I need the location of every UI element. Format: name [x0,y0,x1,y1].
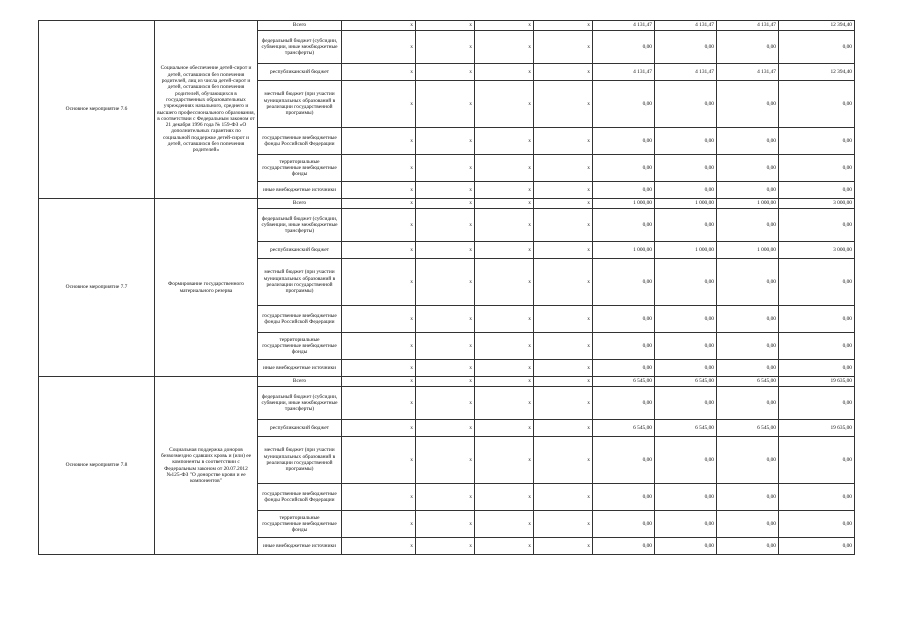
year-value-cell: 1 000,00 [655,242,717,259]
code-cell: x [416,387,475,420]
year-value-cell: 0,00 [655,484,717,511]
year-value-cell: 0,00 [717,31,779,64]
total-value-cell: 0,00 [779,209,855,242]
total-value-cell: 0,00 [779,333,855,360]
year-value-cell: 6 545,00 [717,420,779,437]
year-value-cell: 0,00 [655,209,717,242]
year-value-cell: 0,00 [717,484,779,511]
year-value-cell: 0,00 [593,333,655,360]
code-cell: x [416,209,475,242]
year-value-cell: 6 545,00 [655,377,717,387]
funding-source-cell: Всего [258,21,342,31]
code-cell: x [534,199,593,209]
year-value-cell: 0,00 [593,155,655,182]
year-value-cell: 0,00 [717,360,779,377]
table-row [39,377,855,387]
year-value-cell: 0,00 [655,31,717,64]
code-cell: x [416,377,475,387]
event-name-cell: Основное мероприятие 7.7 [39,199,155,377]
code-cell: x [534,437,593,484]
year-value-cell: 0,00 [717,538,779,555]
code-cell: x [416,242,475,259]
code-cell: x [342,242,416,259]
code-cell: x [534,387,593,420]
code-cell: x [342,511,416,538]
year-value-cell: 0,00 [717,306,779,333]
code-cell: x [475,511,534,538]
code-cell: x [475,360,534,377]
total-value-cell: 0,00 [779,128,855,155]
code-cell: x [342,360,416,377]
budget-table-body [39,21,855,555]
total-value-cell: 0,00 [779,259,855,306]
code-cell: x [475,155,534,182]
code-cell: x [416,306,475,333]
total-value-cell: 0,00 [779,484,855,511]
code-cell: x [534,484,593,511]
year-value-cell: 6 545,00 [593,420,655,437]
funding-source-cell: иные внебюджетные источники [258,360,342,377]
total-value-cell: 0,00 [779,538,855,555]
total-value-cell: 0,00 [779,306,855,333]
funding-source-cell: федеральный бюджет (субсидии, субвенции, иные межбюджетные трансферты) [258,387,342,420]
funding-source-cell: государственные внебюджетные фонды Российской Федерации [258,484,342,511]
event-description-cell: Социальная поддержка доноров безвозмездно сдавших кровь и (или) ее компоненты в соответствии с Федеральным законом от 20.07.2012 №125-ФЗ "О донорстве крови и ее компонентов" [155,377,258,555]
year-value-cell: 4 131,47 [593,21,655,31]
funding-source-cell: иные внебюджетные источники [258,538,342,555]
code-cell: x [534,360,593,377]
funding-source-cell: республиканский бюджет [258,420,342,437]
code-cell: x [534,209,593,242]
funding-source-cell: территориальные государственные внебюджетные фонды [258,155,342,182]
table-row [39,199,855,209]
year-value-cell: 1 000,00 [593,242,655,259]
code-cell: x [342,420,416,437]
year-value-cell: 0,00 [593,182,655,199]
funding-source-cell: местный бюджет (при участии муниципальных образований в реализации государственной программы) [258,437,342,484]
funding-source-cell: государственные внебюджетные фонды Российской Федерации [258,128,342,155]
code-cell: x [342,377,416,387]
funding-source-cell: Всего [258,199,342,209]
year-value-cell: 0,00 [593,306,655,333]
year-value-cell: 0,00 [717,182,779,199]
code-cell: x [416,199,475,209]
code-cell: x [342,31,416,64]
code-cell: x [534,306,593,333]
code-cell: x [416,333,475,360]
year-value-cell: 1 000,00 [655,199,717,209]
code-cell: x [475,538,534,555]
year-value-cell: 0,00 [593,259,655,306]
year-value-cell: 0,00 [655,511,717,538]
code-cell: x [342,81,416,128]
code-cell: x [534,182,593,199]
code-cell: x [416,511,475,538]
year-value-cell: 0,00 [655,306,717,333]
total-value-cell: 3 000,00 [779,242,855,259]
code-cell: x [475,21,534,31]
funding-source-cell: федеральный бюджет (субсидии, субвенции, иные межбюджетные трансферты) [258,209,342,242]
year-value-cell: 0,00 [717,387,779,420]
total-value-cell: 0,00 [779,31,855,64]
year-value-cell: 0,00 [655,387,717,420]
code-cell: x [534,64,593,81]
year-value-cell: 0,00 [717,333,779,360]
year-value-cell: 0,00 [655,128,717,155]
funding-source-cell: Всего [258,377,342,387]
code-cell: x [534,420,593,437]
funding-source-cell: территориальные государственные внебюджетные фонды [258,511,342,538]
funding-source-cell: иные внебюджетные источники [258,182,342,199]
funding-source-cell: республиканский бюджет [258,242,342,259]
year-value-cell: 0,00 [655,360,717,377]
code-cell: x [534,242,593,259]
code-cell: x [475,259,534,306]
year-value-cell: 0,00 [593,511,655,538]
code-cell: x [475,128,534,155]
total-value-cell: 0,00 [779,511,855,538]
year-value-cell: 6 545,00 [717,377,779,387]
year-value-cell: 0,00 [593,437,655,484]
event-description-cell: Формирование государственного материального резерва [155,199,258,377]
year-value-cell: 0,00 [655,81,717,128]
code-cell: x [342,259,416,306]
code-cell: x [475,209,534,242]
code-cell: x [416,360,475,377]
code-cell: x [534,538,593,555]
code-cell: x [416,259,475,306]
code-cell: x [534,128,593,155]
code-cell: x [475,199,534,209]
year-value-cell: 0,00 [655,155,717,182]
year-value-cell: 0,00 [655,182,717,199]
funding-source-cell: государственные внебюджетные фонды Российской Федерации [258,306,342,333]
total-value-cell: 0,00 [779,387,855,420]
code-cell: x [416,81,475,128]
code-cell: x [475,182,534,199]
code-cell: x [342,21,416,31]
year-value-cell: 0,00 [655,538,717,555]
code-cell: x [416,437,475,484]
year-value-cell: 1 000,00 [717,242,779,259]
code-cell: x [475,377,534,387]
total-value-cell: 12 394,40 [779,64,855,81]
code-cell: x [416,182,475,199]
code-cell: x [342,538,416,555]
year-value-cell: 1 000,00 [593,199,655,209]
year-value-cell: 0,00 [593,538,655,555]
code-cell: x [534,377,593,387]
code-cell: x [342,209,416,242]
year-value-cell: 0,00 [717,128,779,155]
funding-source-cell: местный бюджет (при участии муниципальных образований в реализации государственной программы) [258,259,342,306]
code-cell: x [416,538,475,555]
year-value-cell: 0,00 [593,128,655,155]
year-value-cell: 0,00 [593,209,655,242]
code-cell: x [475,242,534,259]
total-value-cell: 0,00 [779,155,855,182]
year-value-cell: 4 131,47 [655,21,717,31]
code-cell: x [475,420,534,437]
code-cell: x [416,31,475,64]
code-cell: x [475,81,534,128]
year-value-cell: 0,00 [655,333,717,360]
code-cell: x [475,387,534,420]
code-cell: x [416,484,475,511]
table-row [39,21,855,31]
funding-source-cell: федеральный бюджет (субсидии, субвенции, иные межбюджетные трансферты) [258,31,342,64]
total-value-cell: 0,00 [779,437,855,484]
code-cell: x [342,387,416,420]
year-value-cell: 0,00 [717,511,779,538]
budget-table [38,20,855,555]
event-name-cell: Основное мероприятие 7.6 [39,21,155,199]
year-value-cell: 0,00 [717,437,779,484]
code-cell: x [534,259,593,306]
code-cell: x [342,199,416,209]
year-value-cell: 0,00 [593,81,655,128]
code-cell: x [534,155,593,182]
year-value-cell: 0,00 [593,387,655,420]
code-cell: x [475,333,534,360]
code-cell: x [534,31,593,64]
code-cell: x [342,155,416,182]
code-cell: x [534,511,593,538]
code-cell: x [416,128,475,155]
year-value-cell: 4 131,47 [717,21,779,31]
year-value-cell: 0,00 [717,259,779,306]
funding-source-cell: территориальные государственные внебюджетные фонды [258,333,342,360]
year-value-cell: 4 131,47 [655,64,717,81]
total-value-cell: 19 635,00 [779,377,855,387]
code-cell: x [416,21,475,31]
year-value-cell: 4 131,47 [593,64,655,81]
code-cell: x [416,420,475,437]
event-description-cell: Социальное обеспечение детей-сирот и детей, оставшихся без попечения родителей, лиц из числа детей-сирот и детей, оставшихся без попечения родителей, обучающихся в государственных образовательных учреждениях начального, среднего и высшего профессионального образования, в соответствии с Федеральным законом от 21 декабря 1996 года № 159-ФЗ «О дополнительных гарантиях по социальной поддержке детей-сирот и детей, оставшихся без попечения родителей» [155,21,258,199]
funding-source-cell: республиканский бюджет [258,64,342,81]
year-value-cell: 0,00 [717,209,779,242]
year-value-cell: 0,00 [655,437,717,484]
code-cell: x [342,333,416,360]
year-value-cell: 0,00 [655,259,717,306]
code-cell: x [342,182,416,199]
code-cell: x [342,484,416,511]
code-cell: x [534,333,593,360]
total-value-cell: 0,00 [779,182,855,199]
code-cell: x [342,437,416,484]
year-value-cell: 0,00 [593,31,655,64]
code-cell: x [416,64,475,81]
event-name-cell: Основное мероприятие 7.8 [39,377,155,555]
code-cell: x [475,306,534,333]
year-value-cell: 0,00 [593,360,655,377]
total-value-cell: 12 394,40 [779,21,855,31]
year-value-cell: 0,00 [717,155,779,182]
code-cell: x [475,31,534,64]
code-cell: x [534,21,593,31]
code-cell: x [342,306,416,333]
total-value-cell: 3 000,00 [779,199,855,209]
funding-source-cell: местный бюджет (при участии муниципальных образований в реализации государственной программы) [258,81,342,128]
code-cell: x [534,81,593,128]
code-cell: x [416,155,475,182]
total-value-cell: 0,00 [779,81,855,128]
code-cell: x [475,64,534,81]
code-cell: x [342,64,416,81]
code-cell: x [475,437,534,484]
total-value-cell: 19 635,00 [779,420,855,437]
year-value-cell: 0,00 [717,81,779,128]
year-value-cell: 4 131,47 [717,64,779,81]
code-cell: x [342,128,416,155]
total-value-cell: 0,00 [779,360,855,377]
year-value-cell: 6 545,00 [655,420,717,437]
year-value-cell: 6 545,00 [593,377,655,387]
year-value-cell: 0,00 [593,484,655,511]
code-cell: x [475,484,534,511]
year-value-cell: 1 000,00 [717,199,779,209]
